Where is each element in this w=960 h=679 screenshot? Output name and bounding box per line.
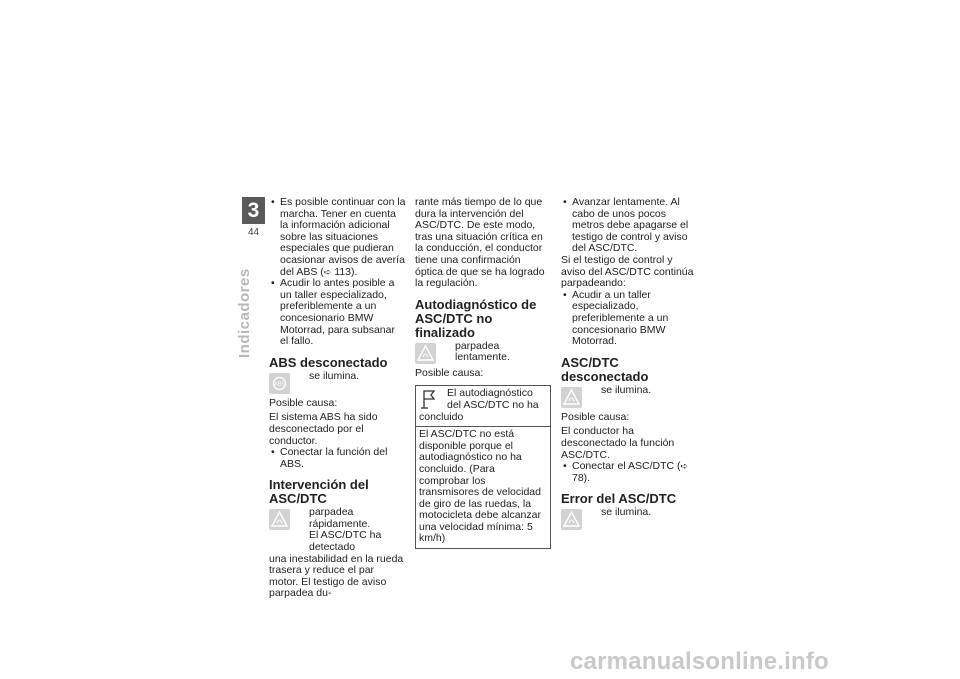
column-2 xyxy=(415,197,551,549)
cause-text: El conductor ha desconectado la función ASC/DTC. xyxy=(561,425,675,461)
self-diagnosis-heading: Autodiagnóstico de ASC/DTC no finalizado xyxy=(415,296,537,340)
self-diagnosis-status-line: parpadea lentamente. xyxy=(415,341,551,365)
page-reference[interactable]: 113). xyxy=(334,265,358,278)
abs-status-line: ABS se ilumina. xyxy=(269,371,406,395)
intervention-status-line: parpadea rápidamente. El ASC/DTC ha detectado xyxy=(269,507,406,553)
reference-arrow-icon: ➪ xyxy=(323,266,332,277)
section-label: Indicadores xyxy=(236,268,253,358)
page-number: 44 xyxy=(247,227,260,238)
watermark: carmanualsonline.info xyxy=(570,648,829,675)
info-flag-icon xyxy=(419,388,439,410)
list-item: • Acudir a un taller especializado, preferiblemente a un concesionario BMW Motorrad. xyxy=(561,290,699,348)
svg-text:ABS: ABS xyxy=(274,381,285,388)
asc-dtc-warning-icon xyxy=(269,509,290,530)
info-box-header: El autodiagnóstico del ASC/DTC no ha concluido xyxy=(416,386,550,427)
continued-text: Si el testigo de control y aviso del ASC/DTC continúa parpadeando: xyxy=(561,253,694,290)
cause-label: Posible causa: xyxy=(561,410,630,423)
asc-dtc-warning-icon xyxy=(415,343,436,364)
asc-dtc-error-status-line: se ilumina. xyxy=(561,507,699,531)
abs-warning-icon xyxy=(269,373,290,394)
list-item: • Conectar la función del ABS. xyxy=(269,447,406,470)
asc-dtc-warning-icon xyxy=(561,509,582,530)
abs-off-heading: ABS desconectado xyxy=(269,354,388,370)
list-item: • Acudir lo antes posible a un taller especializado, preferiblemente a un concesionario BMW Motorrad, para subsanar el fallo. xyxy=(269,278,406,348)
column-3 xyxy=(561,197,699,531)
info-box-body: El ASC/DTC no está disponible porque el autodiagnóstico no ha concluido. (Para comprobar los transmisores de velocidad de giro de las ruedas, la motocicleta debe alcanzar una velocidad mínima: 5 km/h) xyxy=(419,428,541,545)
list-item: • Avanzar lentamente. Al cabo de unos pocos metros debe apagarse el testigo de control y aviso del ASC/DTC. xyxy=(561,197,699,255)
asc-dtc-warning-icon xyxy=(561,387,582,408)
reference-arrow-icon: ➪ xyxy=(680,461,689,472)
page-reference[interactable]: 78). xyxy=(572,471,591,484)
continued-text: rante más tiempo de lo que dura la intervención del ASC/DTC. De este modo, tras una situación crítica en la conducción, el conductor tiene una confirmación óptica de que se ha logrado la regulación. xyxy=(415,196,545,290)
cause-label: Posible causa: xyxy=(415,366,484,379)
chapter-tab xyxy=(242,197,265,238)
asc-dtc-off-heading: ASC/DTC desconectado xyxy=(561,354,649,384)
asc-dtc-error-heading: Error del ASC/DTC xyxy=(561,491,677,507)
cause-text: El sistema ABS ha sido desconectado por el conductor. xyxy=(269,411,378,447)
intervention-text: una inestabilidad en la rueda trasera y reduce el par motor. El testigo de aviso parpadea du- xyxy=(269,552,404,600)
list-item: • Es posible continuar con la marcha. Tener en cuenta la información adicional sobre las situaciones especiales que pudieran ocasionar avisos de avería del ABS (➪ 113). xyxy=(269,197,406,278)
list-item: • Conectar el ASC/DTC (➪ 78). xyxy=(561,461,699,484)
intervention-heading: Intervención del ASC/DTC xyxy=(269,477,369,507)
chapter-number: 3 xyxy=(242,197,265,224)
asc-dtc-off-status-line: se ilumina. xyxy=(561,385,699,409)
info-box xyxy=(415,385,551,549)
column-1 xyxy=(269,197,406,600)
cause-label: Posible causa: xyxy=(269,396,338,409)
